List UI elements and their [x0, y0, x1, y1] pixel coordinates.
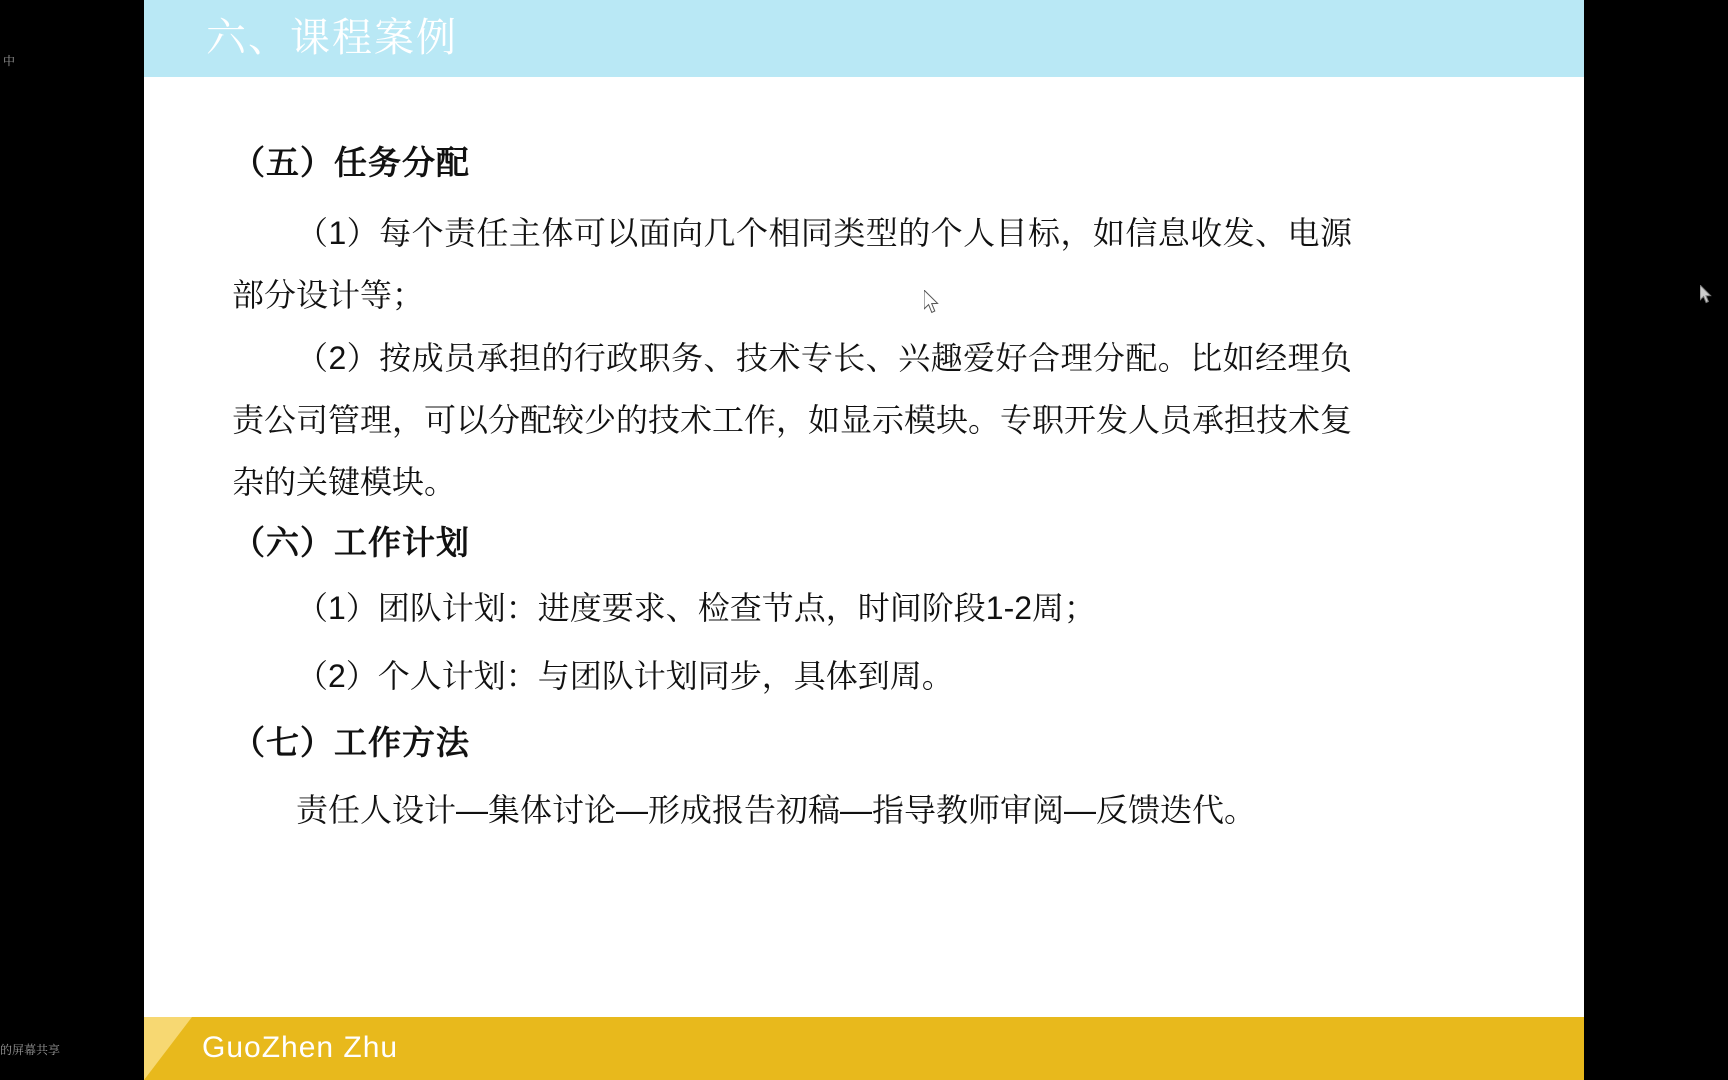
section-3-paragraph-1: 责任人设计—集体讨论—形成报告初稿—指导教师审阅—反馈迭代。 — [296, 792, 1257, 828]
footer-wedge-decoration — [144, 1017, 192, 1080]
section-1-paragraph-2: （2）按成员承担的行政职务、技术专长、兴趣爱好合理分配。比如经理负责公司管理，可以分配较少的技术工作，如显示模块。专职开发人员承担技术复杂的关键模块。 — [232, 340, 1353, 500]
slide-content — [144, 77, 1584, 1017]
presenter-name: GuoZhen Zhu — [202, 1031, 399, 1064]
section-1-paragraph-1: （1）每个责任主体可以面向几个相同类型的个人目标，如信息收发、电源部分设计等； — [232, 215, 1352, 313]
section-2-paragraph-1: （1）团队计划：进度要求、检查节点，时间阶段1-2周； — [296, 590, 1097, 626]
section-2-paragraph-2: （2）个人计划：与团队计划同步，具体到周。 — [296, 658, 954, 694]
section-heading-1: （五）任务分配 — [232, 144, 470, 181]
slide-title: 六、课程案例 — [206, 16, 458, 60]
section-heading-2: （六）工作计划 — [232, 524, 470, 561]
slide-footer-bar — [144, 1017, 1584, 1080]
section-heading-3: （七）工作方法 — [232, 724, 470, 761]
screen-share-status-label: 的屏幕共享 — [0, 1043, 61, 1057]
slide-header-bar — [144, 0, 1584, 77]
presentation-slide — [144, 0, 1584, 1080]
desktop-corner-glyph: 中 — [3, 54, 16, 68]
